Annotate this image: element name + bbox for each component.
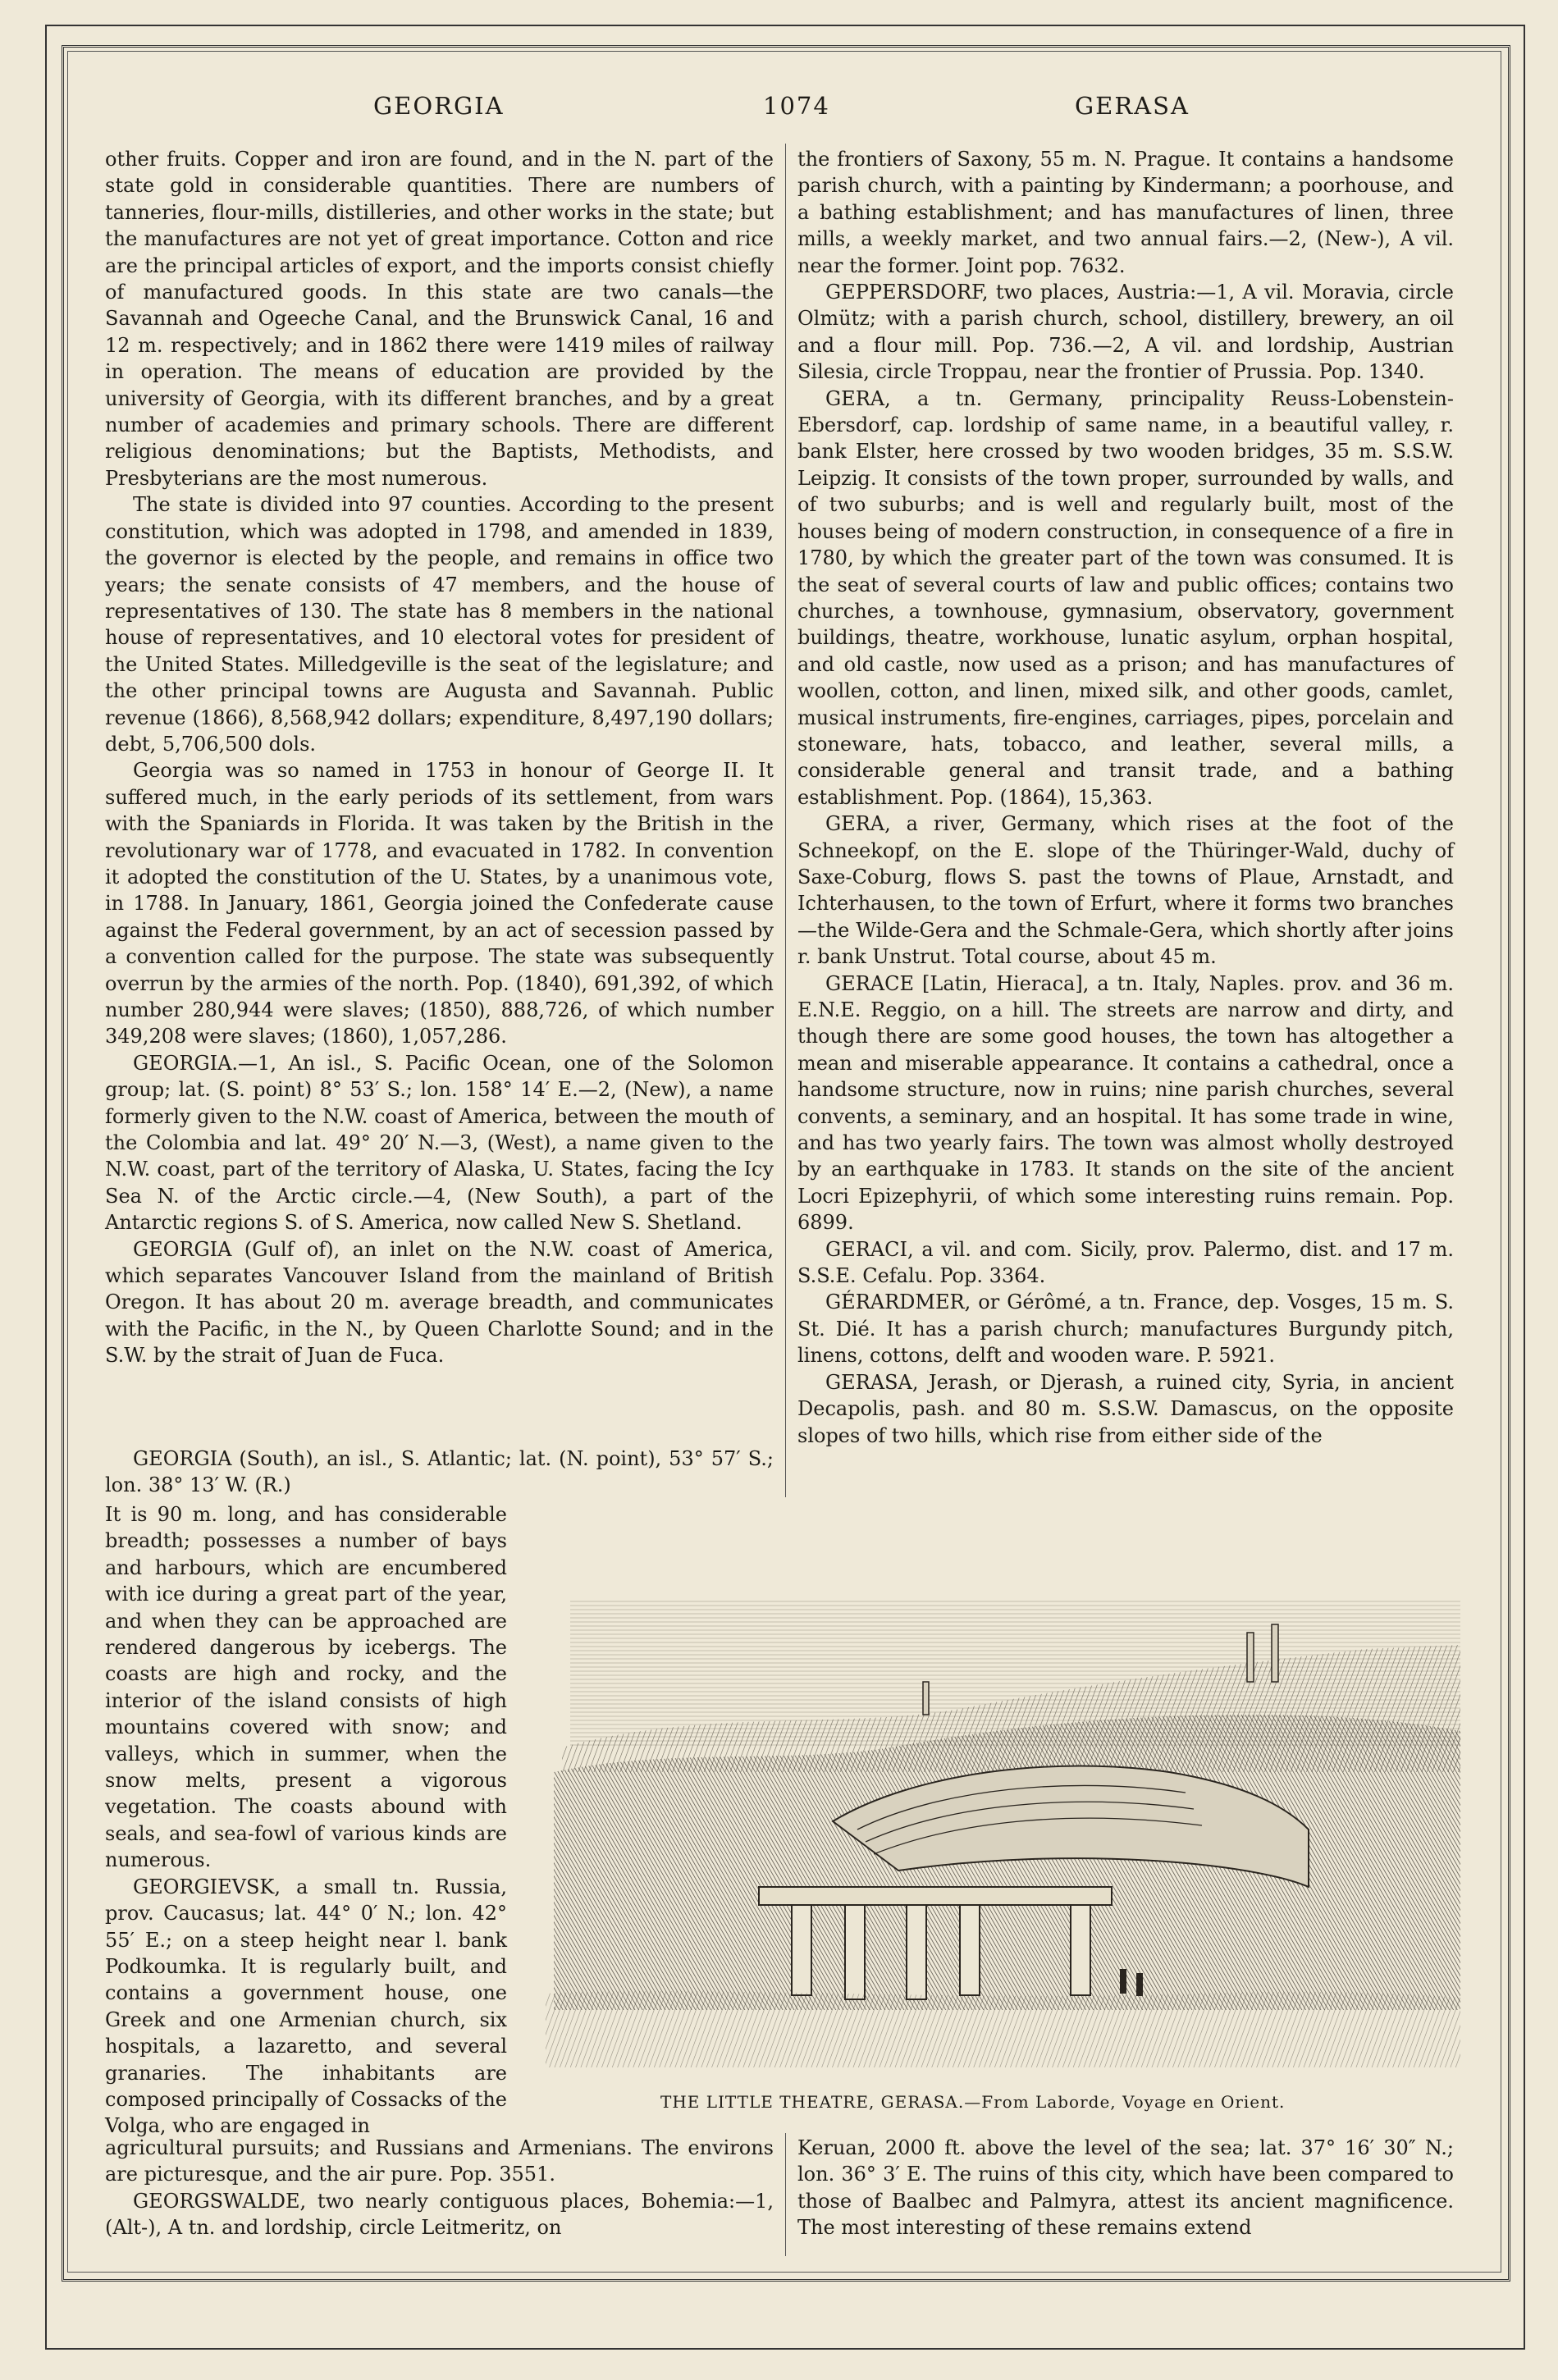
left-column-top <box>105 146 774 1369</box>
paragraph: It is 90 m. long, and has considerable breadth; possesses a number of bays and harbours, which are encumbered with ice during a great part of the year, and when they can be approached are rendered dangerous by icebergs. The coasts are high and rocky, and the interior of the island consists of high mountains covered with snow; and valleys, which in summer, when the snow melts, present a vigorous vegetation. The coasts abound with seals, and sea-fowl of various kinds are numerous. <box>105 1503 507 1872</box>
page-number: 1074 <box>763 92 830 120</box>
left-column-bottom <box>105 2135 774 2241</box>
entry-geppersdorf: GEPPERSDORF, two places, Austria:—1, A vil. Moravia, circle Olmütz; with a parish church, school, distillery, brewery, an oil and a flour mill. Pop. 736.—2, A vil. and lordship, Austrian Silesia, circle Troppau, near the frontier of Prussia. Pop. 1340. <box>797 281 1454 384</box>
paragraph: The state is divided into 97 counties. According to the present constitution, which was adopted in 1798, and amended in 1839, the governor is elected by the people, and remains in office two years; the senate consists of 47 members, and the house of representatives of 130. The state has 8 members in the national house of representatives, and 10 electoral votes for president of the United States. Milledgeville is the seat of the legislature; and the other principal towns are Augusta and Savannah. Public revenue (1866), 8,568,942 dollars; expenditure, 8,497,190 dollars; debt, 5,706,500 dols. <box>105 493 774 756</box>
entry-georgia-gulf: GEORGIA (Gulf of), an inlet on the N.W. coast of America, which separates Vancouver Island from the mainland of British Oregon. It has about 20 m. average breadth, and communicates with the Pacific, in the N., by Queen Charlotte Sound; and in the S.W. by the strait of Juan de Fuca. <box>105 1237 774 1368</box>
column-divider <box>785 144 786 1497</box>
illustration-caption: THE LITTLE THEATRE, GERASA.—From Laborde, Voyage en Orient. <box>660 2092 1286 2112</box>
entry-georgswalde: GEORGSWALDE, two nearly contiguous places, Bohemia:—1, (Alt-), A tn. and lordship, circle Leitmeritz, on <box>105 2189 774 2240</box>
paragraph: the frontiers of Saxony, 55 m. N. Prague. It contains a handsome parish church, with a painting by Kindermann; a poorhouse, and a bathing establishment; and has manufactures of linen, three mills, a weekly market, and two annual fairs.—2, (New-), A vil. near the former. Joint pop. 7632. <box>797 148 1454 277</box>
right-column-top <box>797 146 1454 1449</box>
running-header <box>98 84 1460 133</box>
header-right-term: GERASA <box>1075 92 1190 120</box>
entry-georgievsk: GEORGIEVSK, a small tn. Russia, prov. Caucasus; lat. 44° 0′ N.; lon. 42° 55′ E.; on a steep height near l. bank Podkoumka. It is regularly built, and contains a government house, one Greek and one Armenian church, six hospitals, a lazaretto, and several granaries. The inhabitants are composed principally of Cossacks of the Volga, who are engaged in <box>105 1875 507 2138</box>
header-left-term: GEORGIA <box>373 92 505 120</box>
entry-gerardmer: GÉRARDMER, or Gérômé, a tn. France, dep. Vosges, 15 m. S. St. Dié. It has a parish church; manufactures Burgundy pitch, linens, cottons, delft and wooden ware. P. 5921. <box>797 1290 1454 1368</box>
entry-gerasa: GERASA, Jerash, or Djerash, a ruined city, Syria, in ancient Decapolis, pash. and 80 m. S.S.W. Damascus, on the opposite slopes of two hills, which rise from either side of the <box>797 1370 1454 1447</box>
right-column-bottom <box>797 2135 1454 2241</box>
paragraph: agricultural pursuits; and Russians and Armenians. The environs are picturesque, and the air pure. Pop. 3551. <box>105 2136 774 2186</box>
paragraph: other fruits. Copper and iron are found, and in the N. part of the state gold in considerable quantities. There are numbers of tanneries, flour-mills, distilleries, and other works in the state; but the manufactures are not yet of great importance. Cotton and rice are the principal articles of export, and the imports consist chiefly of manufactured goods. In this state are two canals—the Savannah and Ogeeche Canal, and the Brunswick Canal, 16 and 12 m. respectively; and in 1862 there were 1419 miles of railway in operation. The means of education are provided by the university of Georgia, with its different branches, and by a great number of academies and primary schools. There are different religious denominations; but the Baptists, Methodists, and Presbyterians are the most numerous. <box>105 148 774 490</box>
paragraph: Georgia was so named in 1753 in honour of George II. It suffered much, in the early periods of its settlement, from wars with the Spaniards in Florida. It was taken by the British in the revolutionary war of 1778, and evacuated in 1782. In convention it adopted the constitution of the U. States, by a unanimous vote, in 1788. In January, 1861, Georgia joined the Confederate cause against the Federal government, by an act of secession passed by a convention called for the purpose. The state was subsequently overrun by the armies of the north. Pop. (1840), 691,392, of which number 280,944 were slaves; (1850), 888,726, of which number 349,208 were slaves; (1860), 1,057,286. <box>105 759 774 1048</box>
entry-gera-river: GERA, a river, Germany, which rises at the foot of the Schneekopf, on the E. slope of the Thüringer-Wald, duchy of Saxe-Coburg, flows S. past the towns of Plaue, Arnstadt, and Ichterhausen, to the town of Erfurt, where it forms two branches—the Wilde-Gera and the Schmale-Gera, which shortly after joins r. bank Unstrut. Total course, about 45 m. <box>797 812 1454 969</box>
engraving-little-theatre-gerasa <box>546 1501 1460 2067</box>
paragraph: Keruan, 2000 ft. above the level of the sea; lat. 37° 16′ 30″ N.; lon. 36° 3′ E. The ruins of this city, which have been compared to those of Baalbec and Palmyra, attest its ancient magnificence. The most interesting of these remains extend <box>797 2136 1454 2240</box>
left-column-narrow <box>105 1501 507 2140</box>
entry-gerace: GERACE [Latin, Hieraca], a tn. Italy, Naples. prov. and 36 m. E.N.E. Reggio, on a hill. The streets are narrow and dirty, and though there are some good houses, the town has altogether a mean and miserable appearance. It contains a cathedral, once a handsome structure, now in ruins; nine parish churches, several convents, a seminary, and an hospital. It has some trade in wine, and has two yearly fairs. The town was almost wholly destroyed by an earthquake in 1783. It stands on the site of the ancient Locri Epizephyrii, of which some interesting ruins remain. Pop. 6899. <box>797 971 1454 1235</box>
left-column-entry-south-georgia <box>105 1446 774 1499</box>
column-divider-bottom <box>785 2133 786 2256</box>
entry-georgia: GEORGIA.—1, An isl., S. Pacific Ocean, one of the Solomon group; lat. (S. point) 8° 53′ S.; lon. 158° 14′ E.—2, (New), a name formerly given to the N.W. coast of America, between the mouth of the Colombia and lat. 49° 20′ N.—3, (West), a name given to the N.W. coast, part of the territory of Alaska, U. States, facing the Icy Sea N. of the Arctic circle.—4, (New South), a part of the Antarctic regions S. of S. America, now called New S. Shetland. <box>105 1051 774 1235</box>
entry-gera-town: GERA, a tn. Germany, principality Reuss-Lobenstein-Ebersdorf, cap. lordship of same name, in a beautiful valley, r. bank Elster, here crossed by two wooden bridges, 35 m. S.S.W. Leipzig. It consists of the town proper, surrounded by walls, and of two suburbs; and is well and regularly built, most of the houses being of modern construction, in consequence of a fire in 1780, by which the greater part of the town was consumed. It is the seat of several courts of law and public offices; contains two churches, a townhouse, gymnasium, observatory, government buildings, theatre, workhouse, lunatic asylum, orphan hospital, and old castle, now used as a prison; and has manufactures of woollen, cotton, and linen, mixed silk, and other goods, camlet, musical instruments, fire-engines, carriages, pipes, porcelain and stoneware, hats, tobacco, and leather, several mills, a considerable general and transit trade, and a bathing establishment. Pop. (1864), 15,363. <box>797 386 1454 809</box>
entry-georgia-south: GEORGIA (South), an isl., S. Atlantic; lat. (N. point), 53° 57′ S.; lon. 38° 13′ W. (R.) <box>105 1447 774 1497</box>
entry-geraci: GERACI, a vil. and com. Sicily, prov. Palermo, dist. and 17 m. S.S.E. Cefalu. Pop. 3364. <box>797 1237 1454 1288</box>
